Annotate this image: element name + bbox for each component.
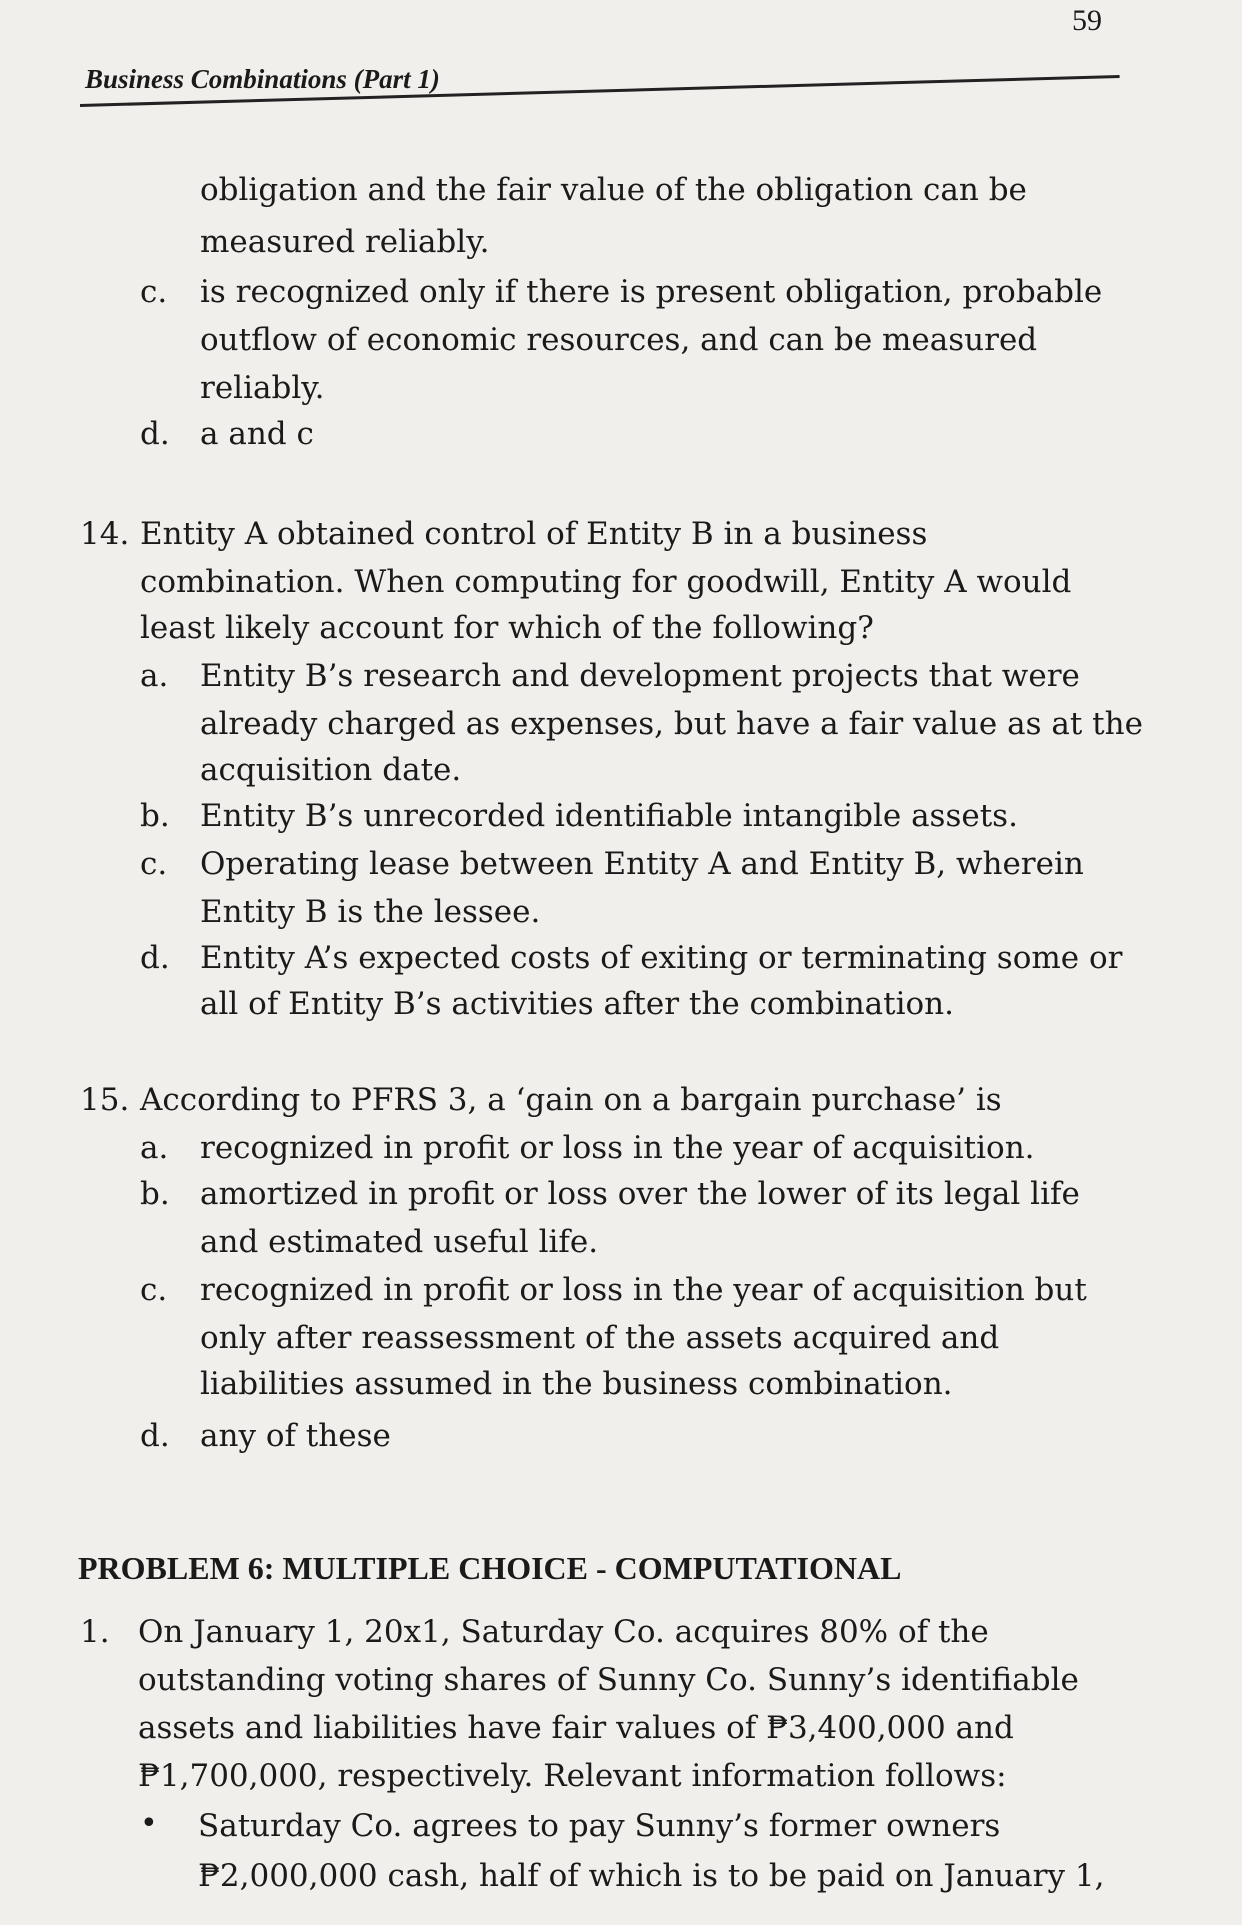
option-text: any of these <box>200 1418 391 1454</box>
bullet-text: Saturday Co. agrees to pay Sunny’s former owners <box>198 1808 1001 1844</box>
option-text: Entity B is the lessee. <box>200 894 541 930</box>
option-text: already charged as expenses, but have a fair value as at the <box>200 706 1143 742</box>
item-text: outstanding voting shares of Sunny Co. Sunny’s identifiable <box>138 1662 1079 1698</box>
option-text: acquisition date. <box>200 752 462 788</box>
option-text: amortized in profit or loss over the lower of its legal life <box>200 1176 1080 1212</box>
option-text: a and c <box>200 416 314 452</box>
question-stem: Entity A obtained control of Entity B in a business <box>140 516 928 552</box>
section-heading: PROBLEM 6: MULTIPLE CHOICE - COMPUTATIONAL <box>78 1550 902 1586</box>
option-label: a. <box>140 1130 169 1166</box>
option-text: outflow of economic resources, and can be measured <box>200 322 1038 358</box>
option-text: reliably. <box>200 370 325 406</box>
option-label: c. <box>140 274 168 310</box>
question-number: 15. <box>80 1082 130 1118</box>
question-number: 14. <box>80 516 130 552</box>
option-text: Entity B’s research and development projects that were <box>200 658 1080 694</box>
option-text: Entity A’s expected costs of exiting or terminating some or <box>200 940 1123 976</box>
text-line: obligation and the fair value of the obligation can be <box>200 172 1027 208</box>
running-head: Business Combinations (Part 1) <box>85 64 440 94</box>
question-stem: combination. When computing for goodwill, Entity A would <box>140 564 1072 600</box>
option-label: c. <box>140 846 168 882</box>
option-label: b. <box>140 1176 170 1212</box>
option-label: d. <box>140 1418 170 1454</box>
option-label: a. <box>140 658 169 694</box>
option-text: Entity B’s unrecorded identifiable intangible assets. <box>200 798 1018 834</box>
option-text: and estimated useful life. <box>200 1224 599 1260</box>
option-text: is recognized only if there is present obligation, probable <box>200 274 1103 310</box>
option-text: all of Entity B’s activities after the combination. <box>200 986 955 1022</box>
option-label: c. <box>140 1272 168 1308</box>
page-number: 59 <box>1072 4 1102 37</box>
text-line: measured reliably. <box>200 224 490 260</box>
question-stem: According to PFRS 3, a ‘gain on a bargain purchase’ is <box>140 1082 1002 1118</box>
item-number: 1. <box>80 1614 110 1650</box>
bullet-point: • <box>140 1806 158 1841</box>
item-text: On January 1, 20x1, Saturday Co. acquires 80% of the <box>138 1614 989 1650</box>
option-text: recognized in profit or loss in the year of acquisition but <box>200 1272 1087 1308</box>
question-stem: least likely account for which of the following? <box>140 610 874 646</box>
item-text: assets and liabilities have fair values of ₱3,400,000 and <box>138 1710 1014 1746</box>
option-label: d. <box>140 416 170 452</box>
option-text: liabilities assumed in the business combination. <box>200 1366 953 1402</box>
option-text: Operating lease between Entity A and Entity B, wherein <box>200 846 1084 882</box>
option-text: only after reassessment of the assets acquired and <box>200 1320 1000 1356</box>
option-label: b. <box>140 798 170 834</box>
bullet-text: ₱2,000,000 cash, half of which is to be paid on January 1, <box>198 1858 1105 1894</box>
option-label: d. <box>140 940 170 976</box>
option-text: recognized in profit or loss in the year of acquisition. <box>200 1130 1035 1166</box>
item-text: ₱1,700,000, respectively. Relevant information follows: <box>138 1758 1007 1794</box>
